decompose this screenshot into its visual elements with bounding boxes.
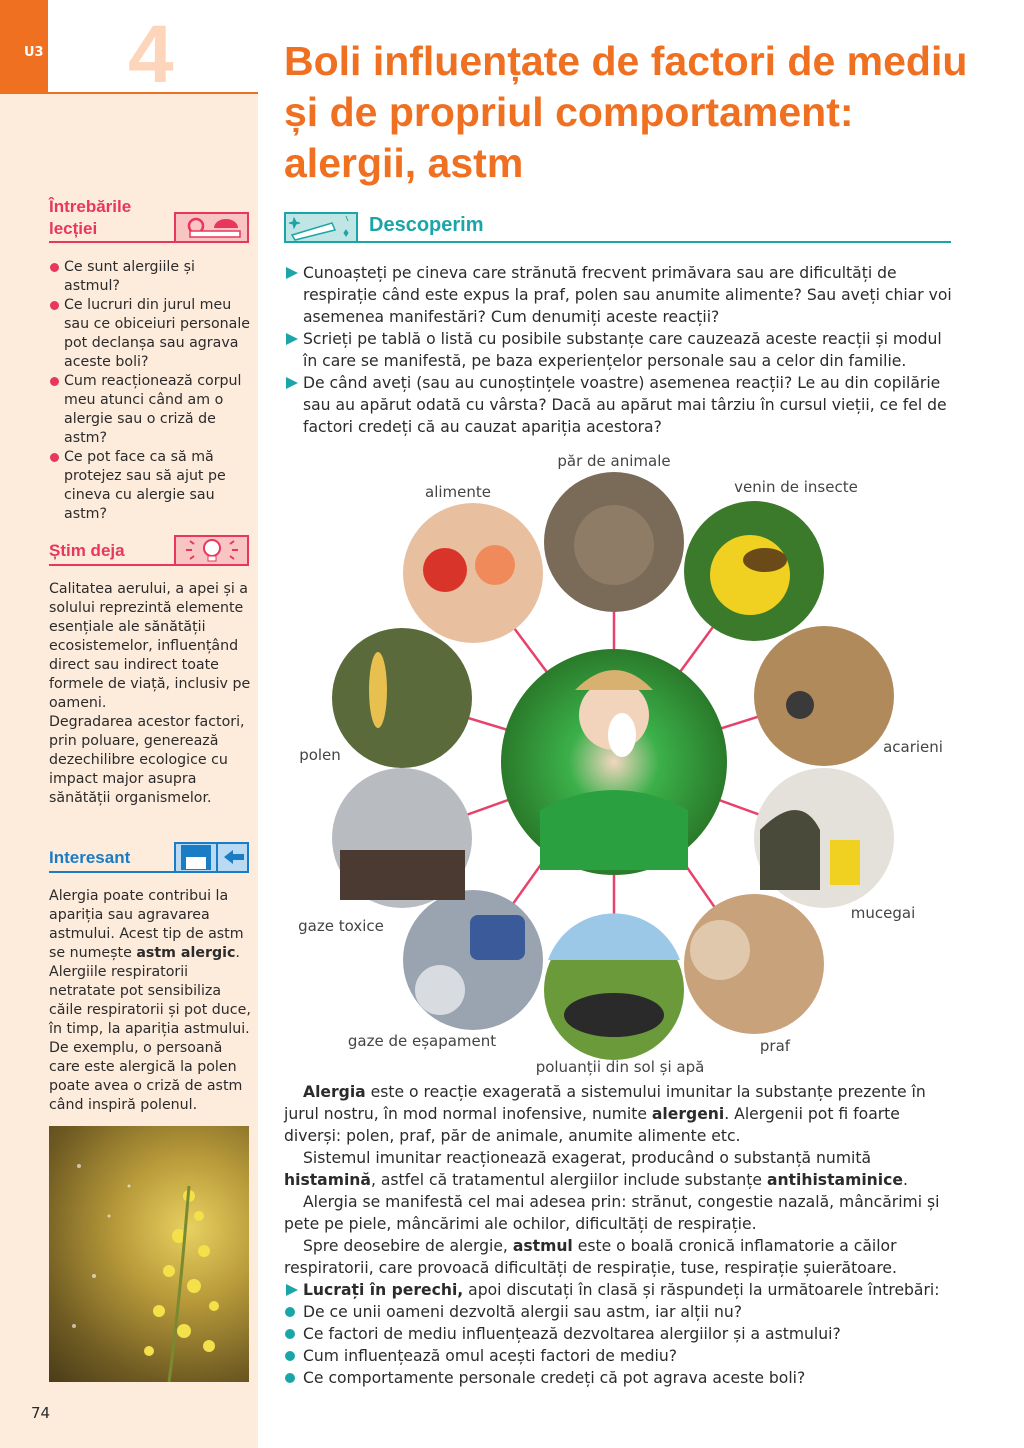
text: . Alergiile respiratorii netratate pot sensibiliza căile respiratorii și pot duce, în timp, la apariția astmului. De exemplu, o persoană care este alergică la polen poate avea o criză de astm când inspiră polenul.: [49, 945, 251, 1113]
list-item: Scrieți pe tablă o listă cu posibile substanțe care cauzează aceste reacții și modul în care se manifestă, pe baza experiențelor personale sau a celor din familie.: [284, 328, 954, 372]
known-paragraph: Degradarea acestor factori, prin poluare, generează dezechilibre ecologice cu impact major asupra sănătății organismelor.: [49, 714, 245, 806]
label-animal-hair: păr de animale: [557, 452, 671, 470]
text: este o reacție exagerată a sistemului imunitar la substanțe prezente în jurul nostru, în mod normal inofensive, numite: [284, 1083, 926, 1123]
paragraph: [284, 1147, 954, 1191]
text: , astfel că tratamentul alergiilor include substanțe: [370, 1171, 767, 1189]
page-title: Boli influențate de factori de mediu și de propriul comportament: alergii, astm: [284, 38, 968, 186]
page-number: 74: [31, 1404, 51, 1422]
label-food: alimente: [425, 483, 491, 501]
label-mold: mucegai: [850, 904, 916, 922]
list-item: Cum influențează omul acești factori de mediu?: [284, 1345, 954, 1367]
text: Alergia se manifestă cel mai adesea prin: strănut, congestie nazală, mâncărimi și pete pe piele, mâncărimi ale ochilor, dificultăți de respirație.: [284, 1193, 940, 1233]
questions-heading: Întrebările lecției: [49, 197, 132, 238]
text: Spre deosebire de alergie,: [303, 1237, 513, 1255]
list-item: Ce lucruri din jurul meu sau ce obiceiuri personale pot declanșa sau agrava aceste boli?: [49, 296, 254, 372]
label-exhaust: gaze de eșapament: [347, 1032, 497, 1050]
list-item: De când aveți (sau au cunoștințele voastre) asemenea reacții? Le au din copilărie sau au apărut odată cu vârsta? Dacă au apărut mai târziu în cursul vieții, ce fel de factori credeți că au cauzat apariția acestora?: [284, 372, 954, 438]
lesson-number: 4: [128, 9, 174, 100]
unit-badge: U3: [0, 0, 48, 94]
text: .: [902, 1171, 908, 1189]
mite-photo: [754, 626, 894, 766]
known-heading: Știm deja: [49, 541, 125, 560]
bold-term: Alergia: [303, 1083, 366, 1101]
label-soil-water-pollutants: poluanții din sol și apă: [535, 1058, 705, 1076]
label-mites: acarieni: [883, 738, 943, 756]
bold-term: astm alergic: [136, 945, 236, 961]
bold-term: histamină: [284, 1171, 371, 1189]
text: apoi discutați în clasă și răspundeți la următoarele întrebări:: [463, 1281, 940, 1299]
list-item: Ce pot face ca să mă protejez sau să ajut pe cineva cu alergie sau astm?: [49, 448, 254, 524]
task: [284, 1279, 954, 1301]
list-item: Cum reacționează corpul meu atunci când am o alergie sau o criză de astm?: [49, 372, 254, 448]
list-item: De ce unii oameni dezvoltă alergii sau astm, iar alții nu?: [284, 1301, 954, 1323]
paragraph: [284, 1081, 954, 1147]
list-item: Ce factori de mediu influențează dezvoltarea alergiilor și a astmului?: [284, 1323, 954, 1345]
paragraph: [284, 1191, 954, 1235]
bold-term: alergeni: [651, 1105, 725, 1123]
pollen-plant-photo: [332, 628, 472, 768]
label-dust: praf: [759, 1037, 791, 1055]
label-insect-venom: venin de insecte: [734, 478, 858, 496]
text: Alergia poate contribui la apariția sau agravarea astmului. Acest tip de astm se numește: [49, 888, 244, 961]
list-item: Ce sunt alergiile și astmul?: [49, 258, 254, 296]
discover-heading: Descoperim: [369, 214, 484, 236]
text: . Alergenii pot fi foarte diverși: polen, praf, păr de animale, anumite alimente etc.: [284, 1105, 900, 1145]
body-text: [284, 1081, 954, 1389]
text: este o boală cronică inflamatorie a căilor respiratorii, care provoacă dificultăți de respirație, tuse, respirație șuierătoare.: [284, 1237, 897, 1277]
text: Sistemul imunitar reacționează exagerat, producând o substanță numită: [303, 1149, 872, 1167]
interesting-heading: Interesant: [49, 848, 131, 867]
bold-term: Lucrați în perechi,: [303, 1281, 464, 1299]
task-instruction: [284, 1279, 954, 1301]
known-paragraph: Calitatea aerului, a apei și a solului reprezintă elemente esențiale ale sănătății ecosistemelor, influențând direct sau indirect toate formele de viață, inclusiv pe oameni.: [49, 581, 251, 711]
bold-term: antihistaminice: [766, 1171, 903, 1189]
bold-term: astmul: [512, 1237, 573, 1255]
list-item: Cunoașteți pe cineva care strănută frecvent primăvara sau are dificultăți de respirație când este expus la praf, polen sau anumite alimente? Sau aveți chiar voi asemenea manifestări? Cum denumiți aceste reacții?: [284, 262, 954, 328]
label-toxic-gases: gaze toxice: [298, 917, 384, 935]
list-item: Ce comportamente personale credeți că pot agrava aceste boli?: [284, 1367, 954, 1389]
task-questions: [284, 1301, 954, 1389]
label-pollen: polen: [299, 746, 341, 764]
paragraph: [284, 1235, 954, 1279]
